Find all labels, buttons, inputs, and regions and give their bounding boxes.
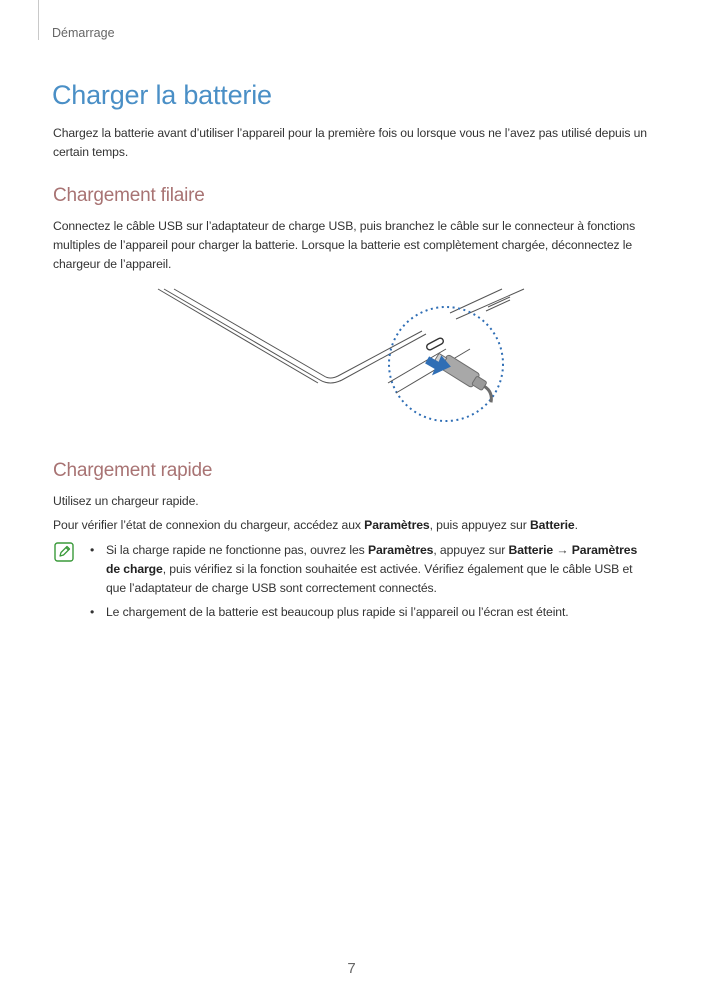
text-run: , puis appuyez sur: [429, 518, 530, 532]
text-run: →: [553, 543, 572, 557]
text-run: Si la charge rapide ne fonctionne pas, ouvrez les: [106, 543, 368, 557]
wired-heading: Chargement filaire: [53, 185, 205, 206]
text-run: Le chargement de la batterie est beaucoup plus rapide si l’appareil ou l’écran est éteint.: [106, 605, 569, 619]
section-label: Démarrage: [52, 26, 115, 40]
text-run: Pour vérifier l’état de connexion du chargeur, accédez aux: [53, 518, 365, 532]
fast-heading: Chargement rapide: [53, 460, 213, 481]
header-rule: [38, 0, 39, 40]
page-title: Charger la batterie: [52, 80, 272, 110]
settings-term: Paramètres: [367, 543, 434, 557]
tablet-usb-charging-illustration: [150, 283, 530, 428]
text-run: , puis vérifiez si la fonction souhaitée est activée. Vérifiez également que le câble USB et que l’adaptateur de charge USB sont correctement connectés.: [106, 562, 633, 595]
battery-term: Batterie: [508, 543, 554, 557]
charge-settings-term: Paramètres de charge: [106, 543, 638, 576]
note-item: [88, 541, 653, 598]
note-pencil-icon: [54, 542, 74, 562]
notes-list: [88, 541, 653, 627]
text-run: , appuyez sur: [433, 543, 509, 557]
note-item: [88, 603, 653, 622]
text-run: .: [574, 518, 578, 532]
fast-line-2: [53, 516, 653, 535]
settings-term: Paramètres: [364, 518, 430, 532]
wired-paragraph: Connectez le câble USB sur l’adaptateur de charge USB, puis branchez le câble sur le connecteur à fonctions multiples de l’appareil pour charger la batterie. Lorsque la batterie est complètement chargée, déconnectez le chargeur de l’appareil.: [53, 219, 636, 271]
fast-line-1: Utilisez un chargeur rapide.: [53, 494, 199, 508]
page-number: 7: [347, 960, 356, 977]
battery-term: Batterie: [529, 518, 575, 532]
intro-paragraph: Chargez la batterie avant d’utiliser l’appareil pour la première fois ou lorsque vous ne l’avez pas utilisé depuis un certain temps.: [53, 126, 647, 159]
